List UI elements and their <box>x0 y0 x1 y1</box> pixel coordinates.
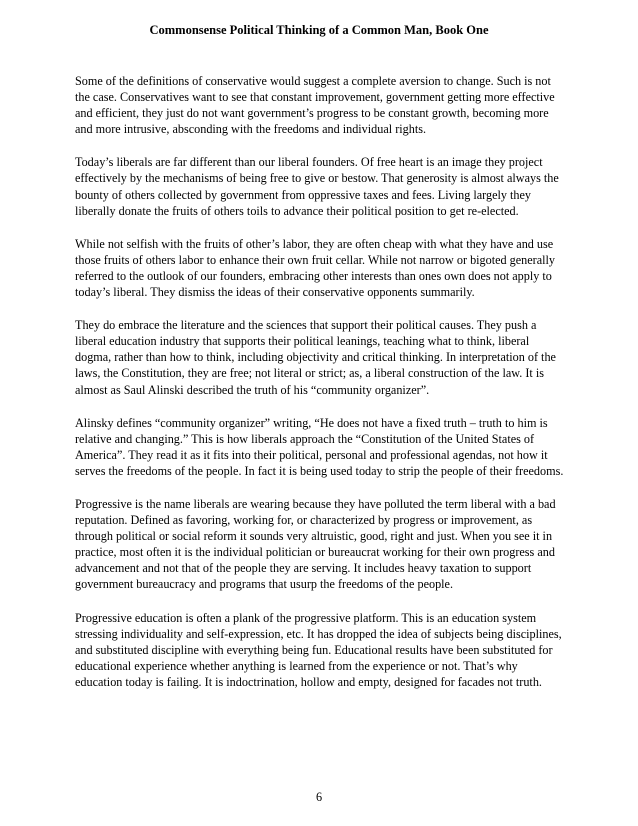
paragraph-2: Today’s liberals are far different than our liberal founders. Of free heart is an image they project effectively by the mechanisms of being free to give or bestow. That generosity is almost always the bounty of others collected by government from oppressive taxes and fees. Living largely they liberally donate the fruits of others toils to advance their political position to get re-elected. <box>75 155 559 218</box>
page-header-title: Commonsense Political Thinking of a Common Man, Book One <box>149 23 489 37</box>
page-number: 6 <box>315 790 323 804</box>
paragraph-6: Progressive is the name liberals are wearing because they have polluted the term liberal with a bad reputation. Defined as favoring, working for, or characterized by progress or improvement, as through political or social reform it sounds very altruistic, good, right and just. When you see it in practice, most often it is the individual politician or bureaucrat working for their own progress and advancement and not that of the people they are serving. It includes heavy taxation to support government bureaucracy and programs that usurp the freedoms of the people. <box>75 496 556 592</box>
paragraph-4: They do embrace the literature and the sciences that support their political causes. They push a liberal education industry that supports their political leanings, teaching what to think, liberal dogma, rather than how to think, including objectivity and critical thinking. In interpretation of the laws, the Constitution, they are free; not literal or strict; as, a liberal construction of the law. It is almost as Saul Alinski described the truth of his “community organizer”. <box>75 318 556 397</box>
paragraph-7: Progressive education is often a plank of the progressive platform. This is an education system stressing individuality and self-expression, etc. It has dropped the idea of subjects being disciplines, and substituted discipline with everything being fun. Educational results have been substituted for educational experience whether anything is learned from the experience or not. That’s why education today is failing. It is indoctrination, hollow and empty, designed for facades not truth. <box>75 610 562 689</box>
body-text <box>75 73 565 707</box>
paragraph-5: Alinsky defines “community organizer” writing, “He does not have a fixed truth – truth to him is relative and changing.” This is how liberals approach the “Constitution of the United States of America”. They read it as it fits into their political, personal and professional agendas, not how it serves the freedoms of the people. In fact it is being used today to strip the people of their freedoms. <box>75 415 564 478</box>
paragraph-1: Some of the definitions of conservative would suggest a complete aversion to change. Such is not the case. Conservatives want to see that constant improvement, government getting more effective and efficient, they just do not want government’s progress to be constant growth, becoming more and more intrusive, absconding with the freedoms and individual rights. <box>75 74 555 137</box>
paragraph-3: While not selfish with the fruits of other’s labor, they are often cheap with what they have and use those fruits of others labor to enhance their own fruit cellar. While not narrow or bigoted generally referred to the outlook of our founders, embracing other interests than ones own does not apply to today’s liberal. They dismiss the ideas of their conservative opponents summarily. <box>75 236 556 300</box>
